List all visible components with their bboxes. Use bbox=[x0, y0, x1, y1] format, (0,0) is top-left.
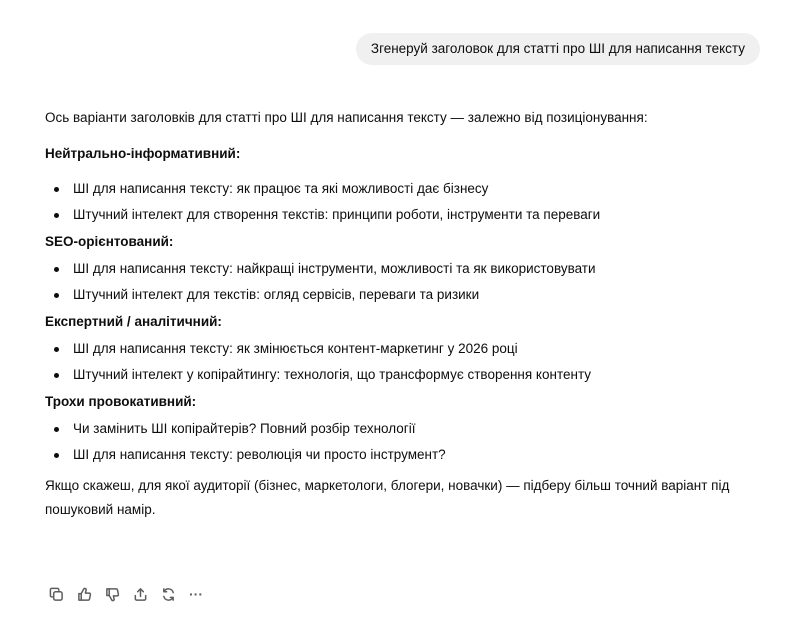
thumbs-down-icon bbox=[105, 587, 120, 602]
section-heading-provocative: Трохи провокативний: bbox=[45, 394, 197, 409]
copy-button[interactable] bbox=[45, 583, 67, 605]
regenerate-icon bbox=[161, 587, 176, 602]
copy-icon bbox=[49, 587, 64, 602]
list-item: ШІ для написання тексту: революція чи просто інструмент? bbox=[45, 442, 745, 468]
list-seo bbox=[45, 256, 745, 308]
list-item: Штучний інтелект для створення текстів: принципи роботи, інструменти та переваги bbox=[45, 202, 745, 228]
user-message-bubble bbox=[356, 33, 760, 65]
share-button[interactable] bbox=[129, 583, 151, 605]
thumbs-up-button[interactable] bbox=[73, 583, 95, 605]
regenerate-button[interactable] bbox=[157, 583, 179, 605]
thumbs-down-button[interactable] bbox=[101, 583, 123, 605]
list-provocative bbox=[45, 416, 745, 468]
list-neutral bbox=[45, 176, 745, 228]
section-heading-seo: SEO-орієнтований: bbox=[45, 234, 174, 249]
response-outro: Якщо скажеш, для якої аудиторії (бізнес, маркетологи, блогери, новачки) — підберу більш точний варіант під пошуковий намір. bbox=[45, 478, 730, 517]
message-actions bbox=[45, 583, 207, 605]
list-item: Штучний інтелект для текстів: огляд сервісів, переваги та ризики bbox=[45, 282, 745, 308]
user-message-text: Згенеруй заголовок для статті про ШІ для написання тексту bbox=[370, 41, 745, 56]
more-options-button[interactable] bbox=[185, 583, 207, 605]
assistant-response bbox=[45, 108, 745, 522]
list-item: Штучний інтелект у копірайтингу: технологія, що трансформує створення контенту bbox=[45, 362, 745, 388]
response-intro: Ось варіанти заголовків для статті про ШІ для написання тексту — залежно від позиціонування: bbox=[45, 110, 648, 125]
section-heading-expert: Експертний / аналітичний: bbox=[45, 314, 222, 329]
list-expert bbox=[45, 336, 745, 388]
share-icon bbox=[133, 587, 148, 602]
list-item: ШІ для написання тексту: найкращі інструменти, можливості та як використовувати bbox=[45, 256, 745, 282]
more-dots-icon: ··· bbox=[189, 586, 203, 602]
list-item: ШІ для написання тексту: як змінюється контент-маркетинг у 2026 році bbox=[45, 336, 745, 362]
list-item: Чи замінить ШІ копірайтерів? Повний розбір технології bbox=[45, 416, 745, 442]
list-item: ШІ для написання тексту: як працює та які можливості дає бізнесу bbox=[45, 176, 745, 202]
section-heading-neutral: Нейтрально-інформативний: bbox=[45, 146, 241, 161]
thumbs-up-icon bbox=[77, 587, 92, 602]
